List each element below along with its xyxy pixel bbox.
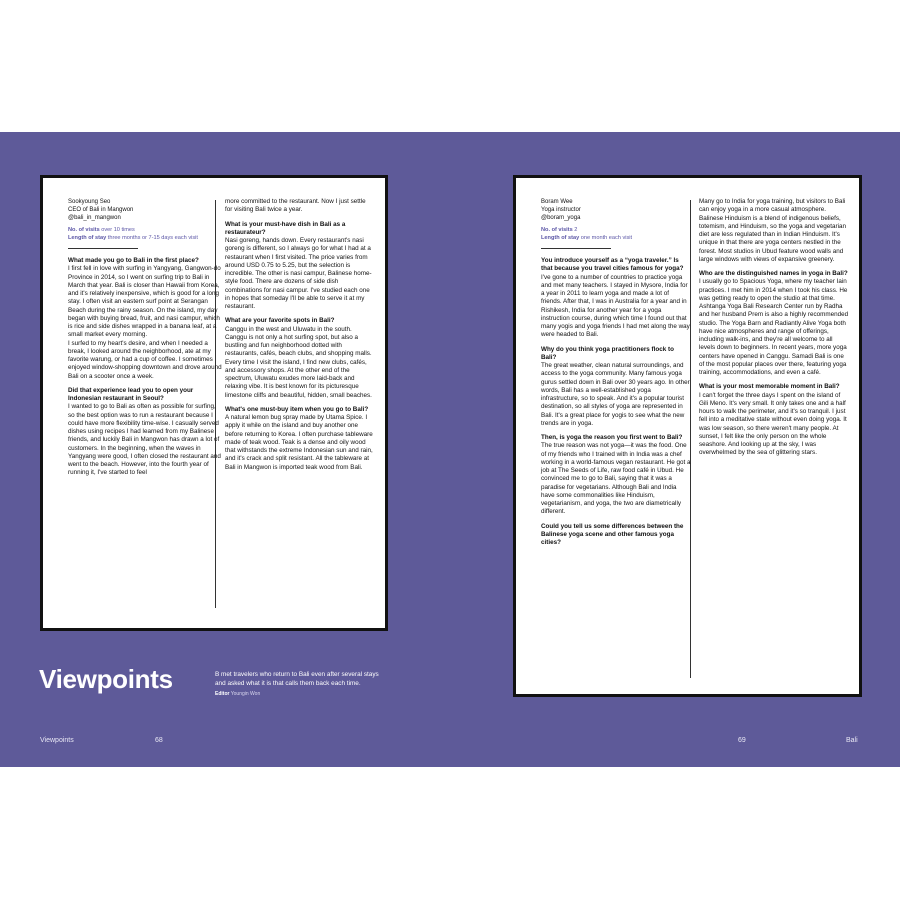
- editor-label: Editor: [215, 691, 230, 697]
- stay-value: one month each visit: [580, 234, 633, 241]
- interviewee-role: Yoga instructor: [541, 207, 581, 213]
- interview-answer: I wanted to go to Bali as often as possible for surfing, so the best option was to run a restaurant because I could have more flexibility time-wise. I casually served dishes using recipes I had learned from my Balinese friends, and luckily Bali in Mangwon has drawn a lot of customers. In the beginning, when the waves in Yangyang were good, I often closed the restaurant and went to the beach. However, into the fourth year of running it, I've started to feel: [68, 403, 221, 477]
- stay-label: Length of stay: [68, 234, 107, 241]
- interview-question: Could you tell us some differences between the Balinese yoga scene and other famous yoga cities?: [541, 522, 684, 547]
- page-number-left: 68: [155, 737, 163, 744]
- interview-question: What made you go to Bali in the first place?: [68, 257, 199, 265]
- interview-question: Did that experience lead you to open your Indonesian restaurant in Seoul?: [68, 386, 194, 403]
- interview-answer: I first fell in love with surfing in Yangyang, Gangwon-do Province in 2014, so I went on surfing trip to Bali in March that year. Bali is closer than Hawaii from Korea, and it's relatively inexpensive, which is good for a long stay. I often visit an eastern surf point at Serangan Beach during the rainy season. On the island, my day began with buying bread, fruit, and nasi campur, which is rice and side dishes wrapped in a banana leaf, at a small market every morning. I surfed to my heart's desire, and when I needed a break, I looked around the neighborhood, ate at my favorite warung, or had a cup of coffee. I sometimes enjoyed window-shopping downtown and drove around Bali on a scooter once a week.: [68, 265, 222, 380]
- interview-question: Why do you think yoga practitioners flock to Bali?: [541, 345, 674, 361]
- profile-divider: [68, 248, 138, 249]
- visits-value: over 10 times: [101, 227, 135, 233]
- stay-value: three months or 7-15 days each visit: [107, 234, 198, 241]
- profile-block: [541, 198, 691, 222]
- interview-answer: The true reason was not yoga—it was the food. One of my friends who I trained with in India was a chef working in a world-famous vegan restaurant. He got a job at The Seeds of Life, raw food café in Ubud. He convinced me to go to Bali, saying that it was a paradise for vegetarians. Although Bali and India have some commonalities like Hinduism, vegetarianism, and yoga, the two are diametrically different.: [541, 442, 691, 516]
- left-column-2: [225, 198, 373, 472]
- interview-answer: I usually go to Spacious Yoga, where my teacher Iain practices. I met him in 2014 when I took his class. He was getting ready to open the studio at that time. Ashtanga Yoga Bali Research Center run by Radha and her husband Prem is also a highly recommended studio. The Yoga Barn and Radiantly Alive Yoga both have nice atmospheres and range of offerings, including walk-ins, and they're all welcome to all levels down to beginners. In recent years, more yoga centers have opened in Canggu. Samadi Bali is one of the most popular places over there, featuring yoga training, accommodations, and even a café.: [699, 278, 849, 376]
- qa-list: [68, 257, 223, 478]
- visits-value: 2: [574, 227, 578, 233]
- interview-card-left: [40, 175, 388, 631]
- editor-credit: [215, 691, 260, 697]
- interview-answer: more committed to the restaurant. Now I just settle for visiting Bali twice a year.: [225, 198, 366, 214]
- editor-name: Youngin Won: [230, 691, 261, 697]
- interview-answer: Many go to India for yoga training, but visitors to Bali can enjoy yoga in a more casual atmosphere. Balinese Hinduism is a blend of indigenous beliefs, totemism, and Hinduism, so the yoga and vegetarian diet are less regulated than in Indian Hinduism. It's unique in that there are yoga centers nestled in the forest. Most studios in Ubud feature wood walls and large windows with views of expansive greenery.: [699, 198, 847, 263]
- section-deck: B met travelers who return to Bali even after several stays and asked what it is that calls them back each time.: [215, 671, 379, 687]
- profile-block: [68, 198, 223, 222]
- profile-divider: [541, 248, 611, 249]
- interview-question: What are your favorite spots in Bali?: [225, 317, 335, 325]
- interview-question: Then, is yoga the reason you first went to Bali?: [541, 434, 683, 442]
- qa-list: [225, 198, 373, 472]
- visits-label: No. of visits: [541, 227, 573, 233]
- interviewee-handle: @bali_in_mangwon: [68, 215, 121, 221]
- interview-question: What is your must-have dish in Bali as a restaurateur?: [225, 220, 346, 236]
- right-column-1: [541, 198, 691, 547]
- footer-section-right: Bali: [846, 737, 858, 744]
- left-column-1: [68, 198, 223, 478]
- interviewee-role: CEO of Bali in Mangwon: [68, 207, 134, 213]
- section-title: Viewpoints: [39, 664, 173, 694]
- visit-stats: [541, 227, 691, 242]
- page-number-right: 69: [738, 737, 746, 744]
- interview-answer: Canggu in the west and Uluwatu in the south. Canggu is not only a hot surfing spot, but also a bustling and fun neighborhood dotted with restaurants, cafés, beach clubs, and shopping malls. Every time I visit the island, I find new clubs, cafés, and accessory shops. At the other end of the spectrum, Uluwatu exudes more laid-back and relaxing vibe. It is best known for its picturesque limestone cliffs and beautiful, hidden, small beaches.: [225, 325, 372, 399]
- interview-answer: I've gone to a number of countries to practice yoga and met many teachers. I stayed in Mysore, India for a year in 2011 to learn yoga and made a lot of friends. After that, I was in Australia for a year and in Rishikesh, India for another year for a yoga instruction course, during which time I found out that many yogis and yoga friends I had met along the way were headed to Bali.: [541, 273, 690, 339]
- interviewee-handle: @boram_yoga: [541, 215, 581, 221]
- interview-answer: The great weather, clean natural surroundings, and access to the yoga community. Many famous yoga gurus settled down in Bali over 30 years ago. In other words, Bali has a well-established yoga infrastructure, so to speak. And it's a popular tourist destination, so all styles of yoga are represented in Bali. It's a great place for yogis to see what the new trends are in yoga.: [541, 362, 690, 427]
- right-column-2: [699, 198, 849, 458]
- stay-label: Length of stay: [541, 234, 580, 241]
- interview-answer: I can't forget the three days I spent on the island of Gili Meno. It's very small. It only takes one and a half hours to walk the perimeter, and it's so tranquil. I just fell into a meditative state without even doing yoga. It was low season, so there weren't many people. At sunset, I felt like the only person on the whole seashore. And looking up at the sky, I was overwhelmed by the sea of glittering stars.: [699, 391, 847, 457]
- interview-question: Who are the distinguished names in yoga in Bali?: [699, 270, 848, 277]
- interviewee-name: Boram Wee: [541, 199, 573, 205]
- visit-stats: [68, 227, 223, 242]
- interview-question: You introduce yourself as a “yoga traveler.” Is that because you travel cities famous for yoga?: [541, 257, 684, 273]
- qa-list: [699, 198, 849, 458]
- interviewee-name: Sookyoung Seo: [68, 199, 111, 205]
- interview-answer: Nasi goreng, hands down. Every restaurant's nasi goreng is different, so I always go for what I had at a restaurant when I first visited. The price varies from around USD 0.75 to 5.25, but the selection is incredible. The other is nasi campur, Balinese home-style food. There are dozens of side dish combinations for nasi campur. I've studied each one in hopes that someday I'll be able to serve it at my restaurant.: [225, 237, 372, 310]
- interview-answer: A natural lemon bug spray made by Utama Spice. I apply it while on the island and buy another one before returning to Korea. I often purchase tableware made of teak wood. Teak is a dense and oily wood that withstands the extreme Indonesian sun and rain, and it's crack and split resistant. All the tableware at Bali in Mangwon is imported teak wood from Bali.: [225, 414, 373, 471]
- magazine-spread: [0, 132, 900, 767]
- qa-list: [541, 257, 691, 547]
- visits-label: No. of visits: [68, 227, 100, 233]
- interview-question: What's one must-buy item when you go to Bali?: [225, 405, 369, 413]
- interview-card-right: [513, 175, 862, 697]
- interview-question: What is your most memorable moment in Bali?: [699, 383, 840, 391]
- footer-section-left: Viewpoints: [40, 737, 74, 744]
